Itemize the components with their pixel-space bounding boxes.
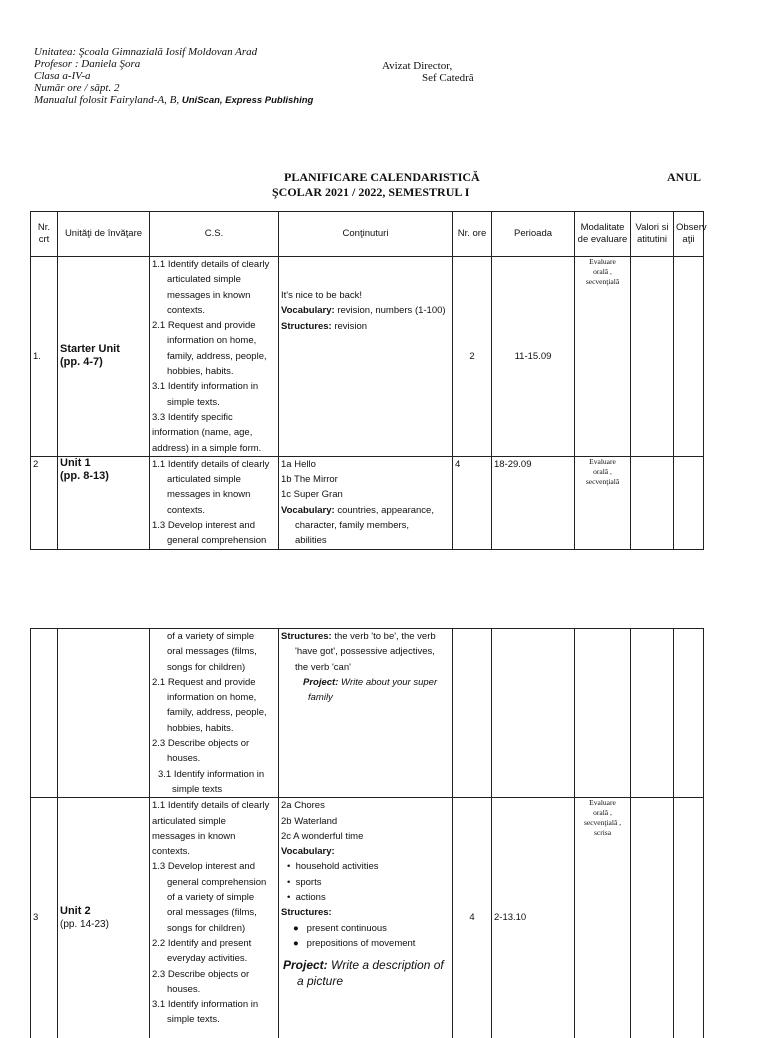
cs-line: information (name, age, [152,427,253,439]
period-cell: 18-29.09 [492,456,575,549]
vocabulary-item-text: sports [295,876,322,888]
unit-cell [58,629,150,798]
document-header [34,46,313,107]
contents-cell [279,798,453,1038]
col-header-units: Unităţi de învăţare [58,212,150,257]
vocabulary-label: Vocabulary: [281,846,335,858]
structure-item-text: present continuous [306,922,387,934]
cs-line: articulated simple [167,274,241,286]
planning-table-page-1 [30,211,707,550]
cs-line: houses. [167,753,201,765]
cs-line: oral messages (films, [167,646,257,658]
cs-line: 2.3 Describe objects or [152,968,250,980]
unit-pages: (pp. 14-23) [60,919,109,931]
evaluation-cell [575,456,631,549]
cs-line: articulated simple [167,474,241,486]
lesson-line: 1a Hello [281,458,316,470]
table-row-unit-1-continued [31,629,704,798]
cs-line: simple texts. [167,396,220,408]
evaluation-line: Evaluare [589,257,616,266]
textbook-line [34,94,313,107]
table-header-row [31,212,704,257]
unit-cell [58,456,150,549]
content-intro: It's nice to be back! [281,290,363,301]
row-number: 3 [31,798,58,1038]
approval-head-of-dept: Sef Catedră [422,72,474,84]
observations-cell [674,456,704,549]
period-cell [492,629,575,798]
approval-director: Avizat Director, [382,60,453,72]
structures-label: Structures: [281,320,332,332]
cs-line: 1.3 Develop interest and [152,861,255,873]
lesson-line: 2a Chores [281,800,325,812]
evaluation-cell [575,798,631,1038]
vocabulary-text: abilities [295,535,327,547]
unit-title: Unit 1 [60,456,91,469]
col-header-hours: Nr. ore [453,212,492,257]
cs-line: simple texts. [167,1014,220,1026]
cs-cell [150,798,279,1038]
project-line [281,957,450,973]
row-number [31,629,58,798]
cs-line: houses. [167,983,201,995]
hours-per-week: Număr ore / săpt. 2 [34,82,120,94]
school-unit: Unitatea: Şcoala Gimnazială Iosif Moldovan Arad [34,46,258,58]
lesson-line: 2b Waterland [281,815,338,827]
structures-text: the verb 'can' [295,661,351,673]
cs-line: hobbies, habits. [167,722,234,734]
observations-cell [674,257,704,457]
title-line-1: PLANIFICARE CALENDARISTICĂ [284,170,480,184]
vocabulary-item: • sports [287,876,322,888]
evaluation-line: orală , [593,466,612,476]
cs-line: of a variety of simple [167,892,255,904]
cs-line: contexts. [167,304,206,316]
cs-line: articulated simple [152,815,226,827]
col-header-period: Perioada [492,212,575,257]
unit-pages: (pp. 4-7) [60,356,103,369]
unit-pages: (pp. 8-13) [60,469,109,482]
vocabulary-item-text: household activities [295,861,379,873]
structures-line [281,319,450,334]
unit-title: Unit 2 [60,905,91,918]
vocabulary-text: revision, numbers (1-100) [337,305,446,317]
unit-cell [58,798,150,1038]
cs-line: 1.1 Identify details of clearly [152,800,270,812]
project-label: Project: [303,676,339,688]
vocabulary-item: • household activities [287,861,379,873]
project-text: Write about your super [341,676,438,688]
contents-cell [279,257,453,457]
cs-line: family, address, people, [167,350,267,362]
vocabulary-label: Vocabulary: [281,305,335,317]
structure-item-text: prepositions of movement [306,937,416,949]
cs-line: family, address, people, [167,707,267,719]
hours-cell [453,629,492,798]
values-cell [631,257,674,457]
col-header-nr: Nr. crt [31,212,58,257]
cs-line: 3.3 Identify specific [152,411,233,423]
vocabulary-line [281,503,450,518]
col-header-cs: C.S. [150,212,279,257]
textbook-publisher: UniScan, Express Publishing [181,95,314,106]
structure-item: ● present continuous [293,922,387,934]
values-cell [631,456,674,549]
cs-line: 1.1 Identify details of clearly [152,259,270,270]
structures-label: Structures: [281,907,332,919]
cs-line: 2.1 Request and provide [152,320,256,332]
row-number: 1. [31,257,58,457]
col-header-observations: Observ aţii [674,212,704,257]
evaluation-line: orală , [593,808,612,818]
cs-line: address) in a simple form. [152,442,262,454]
observations-cell [674,629,704,798]
table-row-starter [31,257,704,457]
evaluation-line: scrisa [593,828,612,838]
project-label: Project: [283,958,328,973]
structures-text: revision [334,320,368,332]
cs-line: 1.3 Develop interest and [152,520,255,532]
cs-line: messages in known [167,289,251,301]
evaluation-cell [575,629,631,798]
cs-line: messages in known [152,830,236,842]
evaluation-line: secvenţială [585,277,620,286]
cs-line: simple texts [172,783,223,795]
planning-table-page-2 [30,628,704,1038]
unit-title: Starter Unit [60,343,120,356]
cs-line: 1.1 Identify details of clearly [152,458,270,470]
cs-line: songs for children) [167,661,246,673]
hours-cell: 4 [453,798,492,1038]
class-level: Clasa a-IV-a [34,70,91,82]
cs-line: 3.1 Identify information in [158,768,265,780]
vocabulary-line [281,303,450,318]
cs-line: 3.1 Identify information in [152,999,259,1011]
project-text: family [308,692,333,704]
cs-line: information on home, [167,692,257,704]
cs-line: general comprehension [167,876,267,888]
approval-block [382,60,474,84]
vocabulary-item: • actions [287,892,326,904]
col-header-contents: Conţinuturi [279,212,453,257]
vocabulary-label: Vocabulary: [281,504,335,516]
unit-cell [58,257,150,457]
cs-line: songs for children) [167,922,246,934]
cs-line: oral messages (films, [167,907,257,919]
values-cell [631,629,674,798]
project-text: a picture [297,974,344,989]
textbook-name: Manualul folosit Fairyland-A, B, [34,94,182,106]
row-number: 2 [31,456,58,549]
evaluation-line: orală , [593,267,612,276]
hours-cell: 4 [453,456,492,549]
cs-line: 2.3 Describe objects or [152,738,250,750]
document-title [272,170,480,200]
lesson-line: 2c A wonderful time [281,830,364,842]
col-header-evaluation: Modalitate de evaluare [575,212,631,257]
project-line [281,675,450,690]
project-text: Write a description of [331,958,444,973]
cs-line: everyday activities. [167,953,248,965]
evaluation-line: Evaluare [589,456,616,466]
cs-line: contexts. [167,504,206,516]
cs-line: of a variety of simple [167,631,255,642]
hours-cell: 2 [453,257,492,457]
table-row-unit-2 [31,798,704,1038]
cs-line: hobbies, habits. [167,366,234,378]
vocabulary-text: character, family members, [295,520,410,532]
vocabulary-item-text: actions [295,892,326,904]
period-cell: 11-15.09 [492,257,575,457]
cs-line: contexts. [152,846,191,858]
structures-text: the verb 'to be', the verb [334,631,436,642]
contents-cell [279,629,453,798]
observations-cell [674,798,704,1038]
cs-cell [150,257,279,457]
title-line-2: ŞCOLAR 2021 / 2022, SEMESTRUL I [272,185,470,199]
teacher-name: Profesor : Daniela Şora [34,58,141,70]
col-header-values: Valori si atitutini [631,212,674,257]
cs-line: messages in known [167,489,251,501]
structures-text: 'have got', possessive adjectives, [295,646,435,658]
evaluation-line: secvenţială , [583,818,622,828]
values-cell [631,798,674,1038]
structure-item: ● prepositions of movement [293,937,416,949]
evaluation-cell [575,257,631,457]
cs-line: 2.2 Identify and present [152,937,252,949]
lesson-line: 1b The Mirror [281,474,338,486]
period-cell: 2-13.10 [492,798,575,1038]
cs-line: information on home, [167,335,257,347]
title-anul: ANUL [667,170,702,184]
cs-cell [150,456,279,549]
evaluation-line: secvenţială [585,476,620,486]
table-row-unit-1 [31,456,704,549]
structures-line [281,629,450,644]
lesson-line: 1c Super Gran [281,489,343,501]
cs-line: general comprehension [167,535,267,547]
cs-line: 3.1 Identify information in [152,381,259,393]
evaluation-line: Evaluare [589,798,616,808]
vocabulary-text: countries, appearance, [337,504,434,516]
contents-cell [279,456,453,549]
cs-line: 2.1 Request and provide [152,676,256,688]
structures-label: Structures: [281,631,332,642]
cs-cell [150,629,279,798]
